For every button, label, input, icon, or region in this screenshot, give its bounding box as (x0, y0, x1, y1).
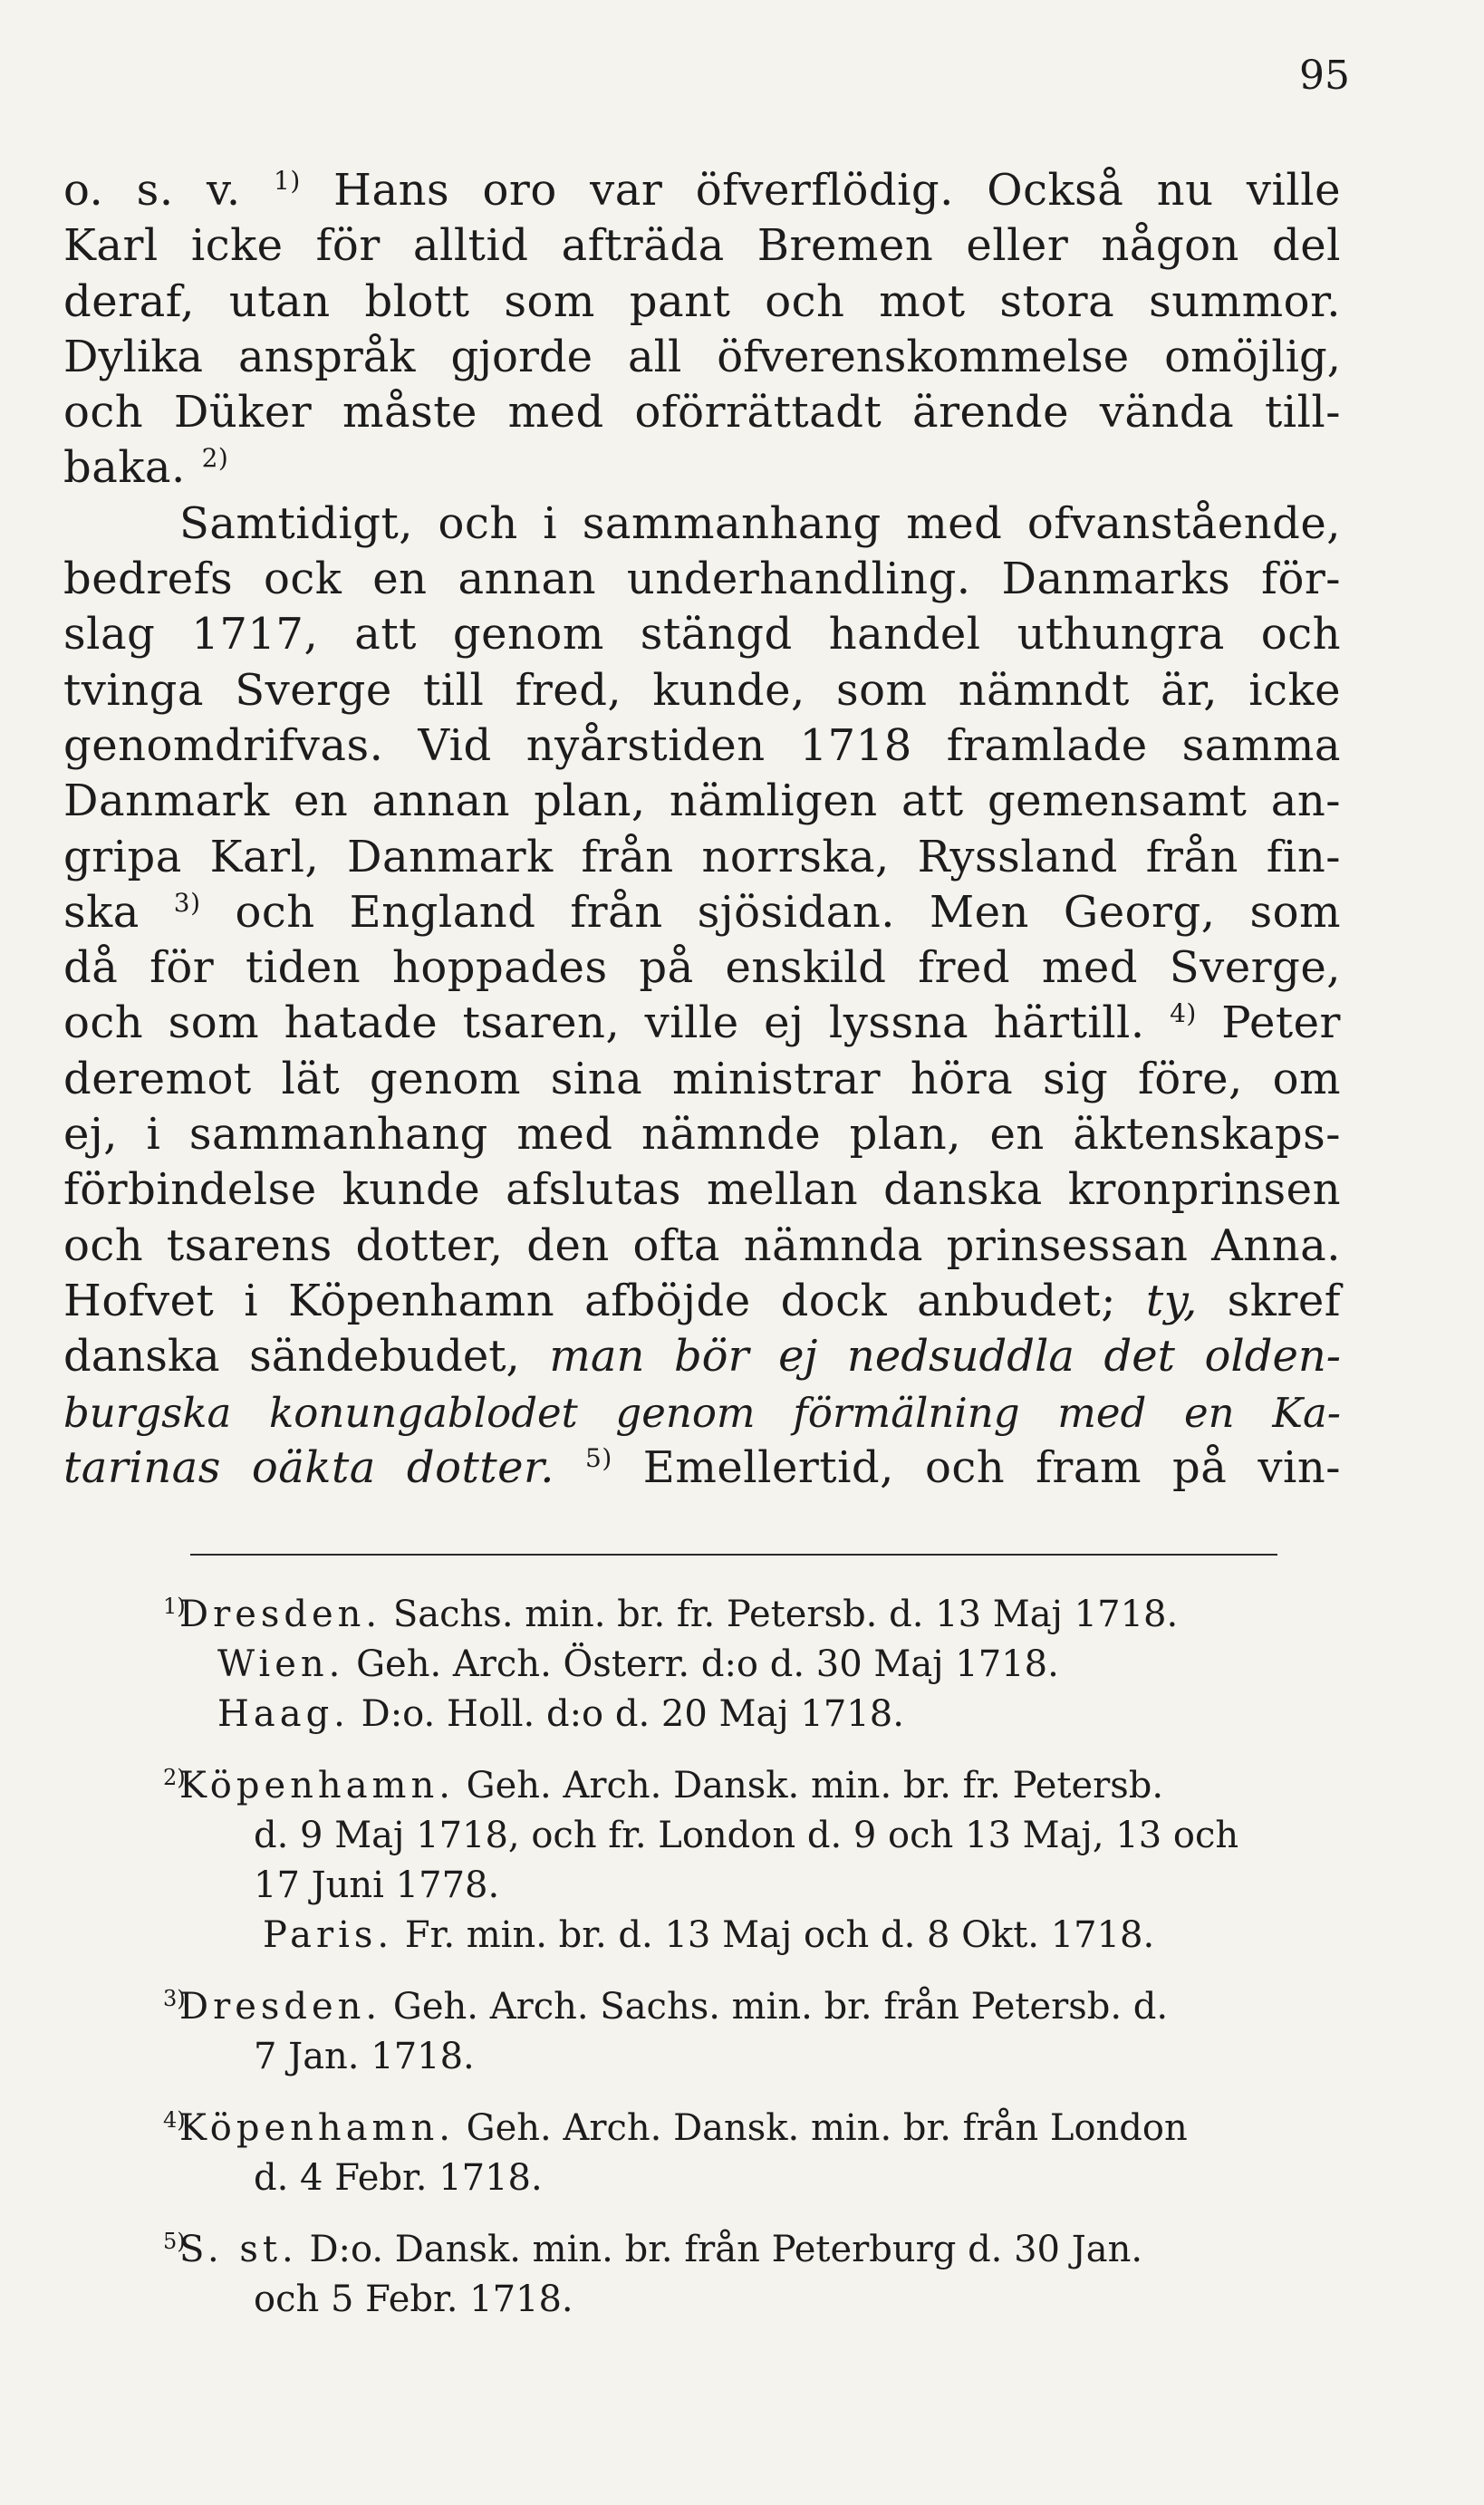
text-line (63, 774, 1341, 829)
footnote-text: 17 Juni 1778. (254, 1864, 500, 1906)
text-run: Samtidigt, och i sammanhang med ofvanstående, (179, 497, 1341, 549)
footnote-line: 2)Köpenhamn. Geh. Arch. Dansk. min. br. fr. Petersb. (163, 1764, 1164, 1806)
footnote-place: Dresden. (179, 1986, 382, 2028)
footnote-text: D:o. Holl. d:o d. 20 Maj 1718. (349, 1693, 904, 1735)
text-line (63, 1385, 1341, 1440)
footnote (163, 2104, 1341, 2203)
footnote-line: 5)S. st. D:o. Dansk. min. br. från Peterburg d. 30 Jan. (163, 2228, 1143, 2270)
footnote (163, 1761, 1341, 1961)
footnote-line (163, 2032, 1341, 2082)
footnote-text: Fr. min. br. d. 13 Maj och d. 8 Okt. 1718. (393, 1914, 1155, 1956)
text-line (63, 496, 1341, 552)
footnote-place: Köpenhamn. (179, 2107, 455, 2149)
text-line (63, 1329, 1341, 1384)
italic-run: tarinas oäkta dotter. (63, 1441, 554, 1493)
text-line (63, 440, 1341, 496)
footnote-ref: 1) (274, 166, 301, 196)
text-run: bedrefs ock en annan underhandling. Danmarks för- (63, 554, 1341, 605)
text-line (63, 1219, 1341, 1274)
footnote-text: Sachs. min. br. fr. Petersb. d. 13 Maj 1718. (381, 1594, 1179, 1635)
text-run: ej, i sammanhang med nämnde plan, en äktenskaps- (63, 1109, 1341, 1161)
body-text (63, 163, 1341, 1496)
italic-run: man bör ej nedsuddla det olden- (549, 1331, 1341, 1383)
text-line (63, 663, 1341, 718)
text-line (63, 1107, 1341, 1162)
text-run: och tsarens dotter, den ofta nämnda prinsessan Anna. (63, 1219, 1341, 1271)
footnotes (163, 1590, 1341, 2325)
text-run: Emellertid, och fram på vin- (612, 1441, 1341, 1493)
footnote-text: Geh. Arch. Österr. d:o d. 30 Maj 1718. (344, 1643, 1059, 1685)
text-run: Hans oro var öfverflödig. Också nu ville (300, 165, 1342, 216)
footnote-ref: 4) (1170, 998, 1197, 1029)
text-run: tvinga Sverge till fred, kunde, som nämndt är, icke (63, 664, 1341, 716)
footnote-line (163, 2153, 1341, 2203)
text-run: genomdrifvas. Vid nyårstiden 1718 framlade samma (63, 719, 1341, 771)
footnote-text: 7 Jan. 1718. (254, 2036, 475, 2077)
footnote-line (163, 1640, 1341, 1690)
footnote-text: d. 9 Maj 1718, och fr. London d. 9 och 13 Maj, 13 och (254, 1815, 1239, 1856)
footnote-line (163, 1911, 1341, 1961)
text-line (63, 996, 1341, 1051)
text-line (63, 885, 1341, 940)
text-run: o. s. v. (63, 165, 275, 216)
text-line (63, 940, 1341, 996)
footnote-line: 4)Köpenhamn. Geh. Arch. Dansk. min. br. från London (163, 2106, 1188, 2149)
footnote-line: 1)Dresden. Sachs. min. br. fr. Petersb. d. 13 Maj 1718. (163, 1593, 1179, 1635)
footnote-line (163, 2275, 1341, 2325)
text-line (63, 552, 1341, 607)
text-run: baka. (63, 442, 202, 494)
footnote-place: Köpenhamn. (179, 1765, 455, 1806)
text-run: Karl icke för alltid afträda Bremen eller någon del (63, 220, 1341, 272)
footnote-text: D:o. Dansk. min. br. från Peterburg d. 30 Jan. (297, 2229, 1143, 2270)
text-line (63, 330, 1341, 385)
footnote-text: Geh. Arch. Sachs. min. br. från Petersb. d. (381, 1986, 1169, 2028)
text-run: danska sändebudet, (63, 1331, 550, 1383)
footnote (163, 1590, 1341, 1739)
text-line (63, 1274, 1341, 1329)
text-line (63, 163, 1341, 218)
text-run: deraf, utan blott som pant och mot stora summor. (63, 275, 1341, 327)
footnote-text: d. 4 Febr. 1718. (254, 2157, 543, 2199)
footnote-place: S. st. (179, 2229, 298, 2270)
text-line (63, 1162, 1341, 1218)
text-line (63, 385, 1341, 440)
italic-run: burgska konungablodet genom förmälning med en Ka- (63, 1388, 1341, 1437)
footnote (163, 1982, 1341, 2082)
footnote-divider (190, 1554, 1277, 1556)
footnote-ref: 2) (201, 443, 229, 474)
text-run: då för tiden hoppades på enskild fred med Sverge, (63, 942, 1341, 994)
text-line (63, 275, 1341, 330)
text-run: ska (63, 886, 174, 938)
footnote-place: Haag. (217, 1693, 350, 1735)
text-run: förbindelse kunde afslutas mellan danska kronprinsen (63, 1164, 1341, 1216)
text-line (63, 607, 1341, 662)
text-run (554, 1442, 585, 1493)
text-run: Dylika anspråk gjorde all öfverenskommelse omöjlig, (63, 331, 1341, 382)
text-line (63, 1052, 1341, 1107)
footnote-text: Geh. Arch. Dansk. min. br. fr. Petersb. (454, 1765, 1164, 1806)
text-run: och som hatade tsaren, ville ej lyssna härtill. (63, 997, 1171, 1049)
text-line (63, 830, 1341, 885)
footnote-line (163, 1861, 1341, 1911)
footnote-text: och 5 Febr. 1718. (254, 2279, 573, 2320)
footnote-line (163, 1690, 1341, 1739)
text-run: gripa Karl, Danmark från norrska, Ryssland från fin- (63, 831, 1341, 882)
text-run: Peter (1196, 997, 1341, 1049)
text-run: Danmark en annan plan, nämligen att gemensamt an- (63, 776, 1341, 827)
text-run: och Düker måste med oförrättadt ärende vända till- (63, 387, 1341, 438)
text-line (63, 218, 1341, 274)
text-run: slag 1717, att genom stängd handel uthungra och (63, 609, 1341, 660)
footnote (163, 2225, 1341, 2325)
text-run: skref (1197, 1275, 1342, 1326)
italic-run: ty, (1145, 1275, 1198, 1326)
footnote-place: Dresden. (179, 1594, 382, 1635)
footnote-text: Geh. Arch. Dansk. min. br. från London (454, 2107, 1188, 2149)
page-number: 95 (1299, 53, 1350, 99)
text-line (63, 1440, 1341, 1496)
text-run: Hofvet i Köpenhamn afböjde dock anbudet; (63, 1275, 1146, 1326)
footnote-ref: 3) (173, 887, 201, 918)
footnote-place: Wien. (217, 1643, 345, 1685)
footnote-line: 3)Dresden. Geh. Arch. Sachs. min. br. från Petersb. d. (163, 1985, 1169, 2028)
footnote-ref: 5) (585, 1442, 612, 1473)
footnote-place: Paris. (263, 1914, 394, 1956)
footnote-line (163, 1811, 1341, 1861)
text-run: och England från sjösidan. Men Georg, som (200, 886, 1341, 938)
text-line (63, 718, 1341, 774)
text-run: deremot lät genom sina ministrar höra sig före, om (63, 1053, 1341, 1104)
